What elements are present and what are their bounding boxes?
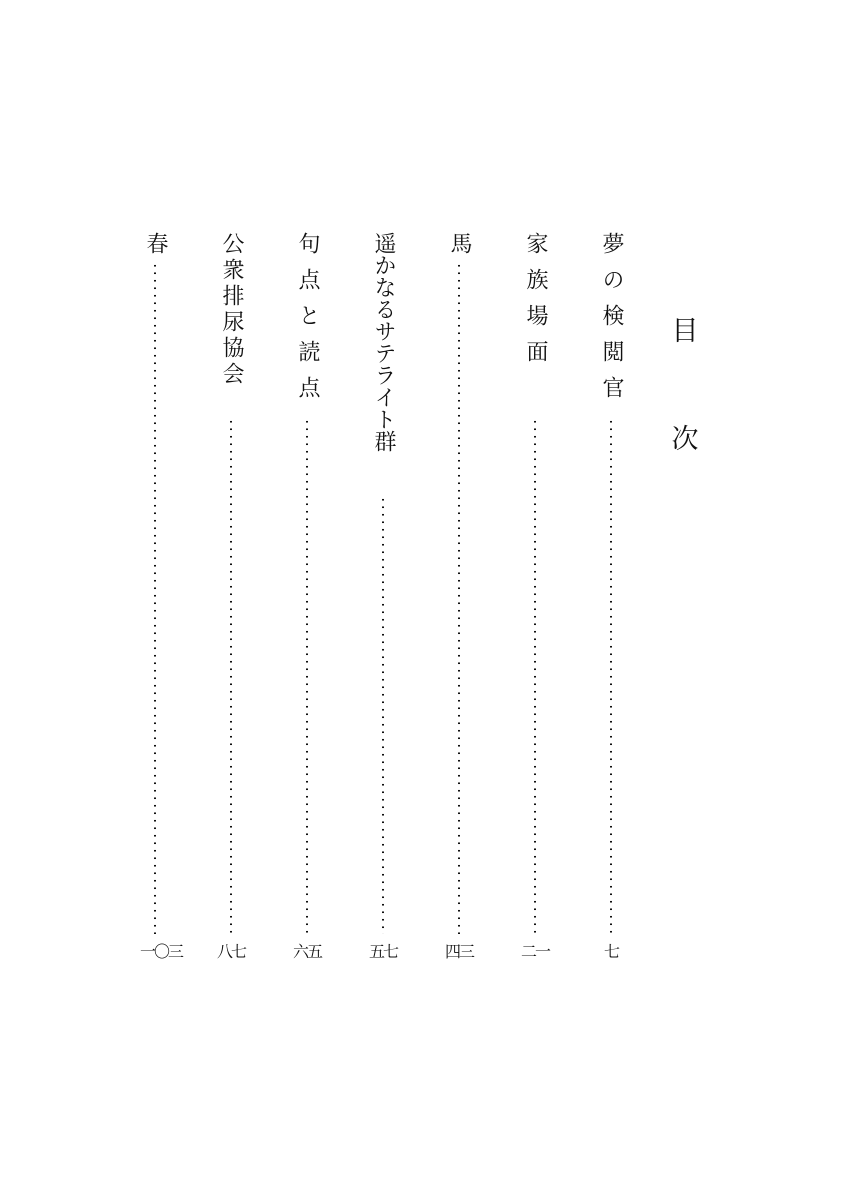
entry-page-number: 二一 — [520, 942, 549, 961]
toc-entry[interactable] — [596, 232, 626, 967]
dot-leader — [534, 418, 536, 934]
entry-title: 遥かなるサテライト群 — [371, 232, 396, 452]
dot-leader — [382, 496, 384, 934]
entry-page-number: 六五 — [292, 942, 321, 961]
entry-title: 句点と読点 — [295, 232, 320, 412]
entry-title: 夢の検閲官 — [599, 232, 624, 412]
entry-title: 春 — [143, 232, 168, 254]
entry-page-number: 八七 — [216, 942, 245, 961]
heading-char-1: 目 — [671, 316, 699, 347]
dot-leader — [154, 262, 156, 934]
toc-heading — [668, 318, 702, 453]
toc-entry[interactable] — [292, 232, 322, 967]
dot-leader — [610, 418, 612, 934]
entry-page-number: 七 — [603, 942, 618, 961]
entry-title: 家族場面 — [523, 232, 548, 376]
toc-entry[interactable] — [520, 232, 550, 967]
entry-title: 馬 — [447, 232, 472, 254]
toc-entry[interactable] — [216, 232, 246, 967]
toc-entry[interactable] — [140, 232, 183, 967]
entry-page-number: 四三 — [444, 942, 473, 961]
toc-entry[interactable] — [444, 232, 474, 967]
entry-page-number: 一〇三 — [140, 942, 183, 961]
dot-leader — [306, 418, 308, 934]
entry-page-number: 五七 — [368, 942, 397, 961]
heading-char-2: 次 — [671, 424, 699, 455]
entry-title: 公衆排尿協会 — [219, 232, 244, 388]
toc-entry[interactable] — [368, 232, 398, 967]
dot-leader — [230, 418, 232, 934]
dot-leader — [458, 262, 460, 934]
